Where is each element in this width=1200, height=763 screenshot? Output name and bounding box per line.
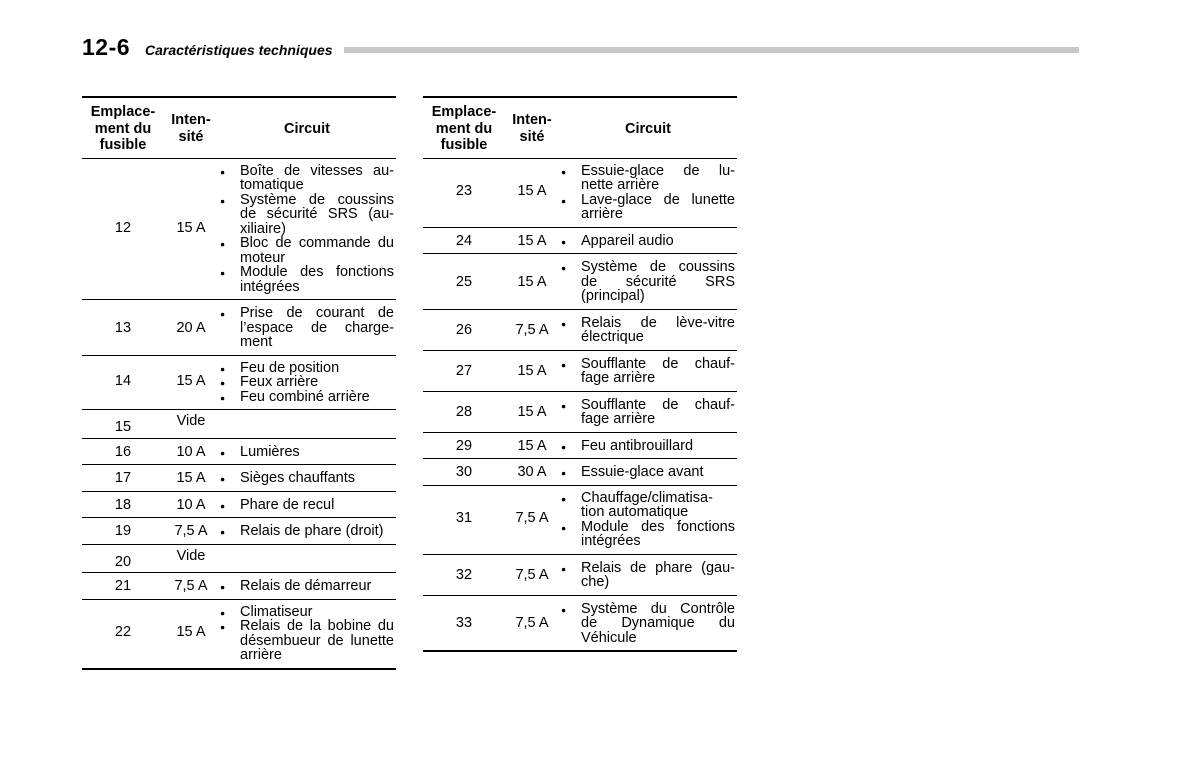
fuse-circuit	[218, 300, 396, 356]
fuse-circuit	[218, 518, 396, 545]
fuse-location: 15	[114, 419, 132, 435]
fuse-location: 24	[455, 232, 473, 249]
fuse-circuit	[559, 595, 737, 651]
table-row	[423, 158, 737, 227]
fuse-circuit	[218, 491, 396, 518]
table-row	[423, 485, 737, 554]
circuit-list	[220, 471, 394, 486]
fuse-location: 26	[455, 321, 473, 338]
fuse-circuit	[559, 391, 737, 432]
circuit-item: ● Climatiseur	[220, 605, 394, 620]
fuse-amperage: 15 A	[517, 403, 547, 420]
header-amperage-label: Inten- sité	[512, 112, 552, 145]
fuse-amperage: 30 A	[517, 464, 547, 480]
fuse-amperage: 15 A	[176, 470, 206, 486]
fuse-amperage: 10 A	[176, 496, 206, 513]
fuse-amperage: Vide	[176, 547, 206, 564]
circuit-item: ● Relais de démarreur	[220, 579, 394, 594]
circuit-list	[561, 439, 735, 454]
circuit-list	[220, 498, 394, 513]
circuit-list	[561, 602, 735, 646]
fuse-circuit	[559, 432, 737, 459]
fuse-table-right	[423, 96, 737, 652]
fuse-circuit	[218, 410, 396, 439]
circuit-item: ● Système de coussins de sécurité SRS (au-xiliaire)	[220, 193, 394, 237]
fuse-circuit	[559, 459, 737, 486]
circuit-item: ● Essuie-glace de lu-nette arrière	[561, 164, 735, 193]
fuse-location: 19	[114, 523, 132, 539]
fuse-location: 25	[455, 273, 473, 290]
circuit-list	[561, 398, 735, 427]
circuit-list	[220, 445, 394, 460]
fuse-location: 30	[455, 464, 473, 480]
column-header-amperage	[505, 97, 559, 158]
circuit-item: ● Feu combiné arrière	[220, 390, 394, 405]
circuit-item: ● Boîte de vitesses au-tomatique	[220, 164, 394, 193]
circuit-item: ● Système de coussins de sécurité SRS (principal)	[561, 260, 735, 304]
fuse-circuit	[218, 544, 396, 573]
fuse-location: 27	[455, 362, 473, 379]
table-row	[423, 459, 737, 486]
fuse-amperage: 15 A	[176, 219, 206, 236]
circuit-list	[561, 465, 735, 480]
page-header	[82, 34, 1079, 64]
header-circuit-label: Circuit	[625, 120, 671, 137]
table-header-row	[423, 97, 737, 158]
circuit-item: ● Essuie-glace avant	[561, 465, 735, 480]
header-location-label: Emplace- ment du fusible	[90, 104, 156, 153]
header-location-label: Emplace- ment du fusible	[431, 104, 497, 153]
fuse-location: 33	[455, 615, 473, 631]
table-row	[82, 573, 396, 600]
column-header-location	[423, 97, 505, 158]
fuse-circuit	[218, 158, 396, 300]
circuit-item: ● Chauffage/climatisa-tion automatique	[561, 491, 735, 520]
fuse-circuit	[218, 599, 396, 669]
table-row	[423, 254, 737, 310]
fuse-amperage: 15 A	[517, 232, 547, 249]
table-row	[423, 391, 737, 432]
table-row	[423, 554, 737, 595]
fuse-amperage: 15 A	[517, 437, 547, 454]
table-row	[82, 599, 396, 669]
column-header-amperage	[164, 97, 218, 158]
table-row	[423, 309, 737, 350]
circuit-item: ● Bloc de commande du moteur	[220, 236, 394, 265]
fuse-amperage: 7,5 A	[515, 566, 549, 583]
circuit-item: ● Feu antibrouillard	[561, 439, 735, 454]
circuit-item: ● Lave-glace de lunette arrière	[561, 193, 735, 222]
column-header-location	[82, 97, 164, 158]
column-header-circuit	[218, 97, 396, 158]
column-header-circuit	[559, 97, 737, 158]
circuit-list	[220, 306, 394, 350]
fuse-amperage: 7,5 A	[515, 510, 549, 527]
table-row	[423, 350, 737, 391]
fuse-circuit	[218, 438, 396, 465]
fuse-location: 21	[114, 578, 132, 594]
fuse-table-left	[82, 96, 396, 670]
circuit-item: ● Système du Contrôle de Dynamique du Véhicule	[561, 602, 735, 646]
table-row	[82, 410, 396, 439]
circuit-item: ● Soufflante de chauf-fage arrière	[561, 357, 735, 386]
table-row	[82, 491, 396, 518]
table-row	[82, 544, 396, 573]
fuse-circuit	[559, 554, 737, 595]
fuse-circuit	[559, 158, 737, 227]
circuit-list	[561, 561, 735, 590]
fuse-amperage: 7,5 A	[174, 578, 208, 594]
fuse-amperage: 15 A	[176, 624, 206, 641]
fuse-circuit	[218, 355, 396, 410]
header-rule	[344, 47, 1079, 53]
fuse-circuit	[559, 254, 737, 310]
fuse-table-right-body	[423, 158, 737, 651]
fuse-amperage: 15 A	[517, 273, 547, 290]
fuse-amperage: 7,5 A	[174, 523, 208, 539]
fuse-table-left-body	[82, 158, 396, 669]
table-row	[82, 438, 396, 465]
circuit-item: ● Sièges chauffants	[220, 471, 394, 486]
fuse-location: 22	[114, 624, 132, 641]
fuse-location: 13	[114, 319, 132, 336]
circuit-item: ● Appareil audio	[561, 234, 735, 249]
fuse-amperage: 15 A	[517, 362, 547, 379]
header-circuit-label: Circuit	[284, 120, 330, 137]
circuit-list	[220, 361, 394, 405]
circuit-item: ● Relais de la bobine du désembueur de lunette arrière	[220, 619, 394, 663]
fuse-location: 29	[455, 437, 473, 454]
fuse-location: 31	[455, 510, 473, 527]
fuse-amperage: 7,5 A	[515, 321, 549, 338]
circuit-item: ● Phare de recul	[220, 498, 394, 513]
circuit-item: ● Prise de courant de l’espace de charge-ment	[220, 306, 394, 350]
fuse-amperage: 15 A	[176, 373, 206, 389]
fuse-location: 17	[114, 470, 132, 486]
circuit-list	[561, 164, 735, 222]
header-amperage-label: Inten- sité	[171, 112, 211, 145]
fuse-location: 12	[114, 219, 132, 236]
page-number: 12-6	[82, 34, 131, 60]
table-row	[82, 355, 396, 410]
fuse-location: 18	[114, 496, 132, 513]
fuse-circuit	[559, 485, 737, 554]
fuse-amperage: 10 A	[176, 443, 206, 460]
circuit-item: ● Feu de position	[220, 361, 394, 376]
fuse-circuit	[218, 573, 396, 600]
fuse-amperage: 20 A	[176, 319, 206, 336]
table-row	[82, 158, 396, 300]
circuit-list	[220, 579, 394, 594]
fuse-location: 16	[114, 443, 132, 460]
circuit-item: ● Relais de lève-vitre électrique	[561, 316, 735, 345]
fuse-amperage: 7,5 A	[515, 615, 549, 631]
table-row	[82, 465, 396, 492]
circuit-list	[561, 357, 735, 386]
circuit-item: ● Soufflante de chauf-fage arrière	[561, 398, 735, 427]
fuse-location: 20	[114, 553, 132, 570]
circuit-list	[220, 164, 394, 295]
fuse-circuit	[559, 227, 737, 254]
fuse-location: 14	[114, 373, 132, 389]
table-header-row	[82, 97, 396, 158]
fuse-amperage: Vide	[176, 413, 206, 429]
circuit-item: ● Module des fonctions intégrées	[561, 520, 735, 549]
section-title: Caractéristiques techniques	[145, 42, 333, 58]
table-row	[423, 227, 737, 254]
circuit-item: ● Feux arrière	[220, 375, 394, 390]
circuit-list	[561, 234, 735, 249]
fuse-circuit	[218, 465, 396, 492]
circuit-list	[561, 260, 735, 304]
table-row	[82, 518, 396, 545]
circuit-item: ● Relais de phare (droit)	[220, 524, 394, 539]
fuse-circuit	[559, 309, 737, 350]
circuit-list	[220, 524, 394, 539]
circuit-item: ● Lumières	[220, 445, 394, 460]
table-row	[423, 595, 737, 651]
circuit-list	[220, 605, 394, 663]
fuse-location: 23	[455, 183, 473, 200]
circuit-list	[561, 491, 735, 549]
table-row	[82, 300, 396, 356]
circuit-item: ● Relais de phare (gau-che)	[561, 561, 735, 590]
fuse-location: 28	[455, 403, 473, 420]
table-row	[423, 432, 737, 459]
fuse-location: 32	[455, 566, 473, 583]
fuse-amperage: 15 A	[517, 183, 547, 200]
circuit-list	[561, 316, 735, 345]
circuit-item: ● Module des fonctions intégrées	[220, 265, 394, 294]
fuse-circuit	[559, 350, 737, 391]
